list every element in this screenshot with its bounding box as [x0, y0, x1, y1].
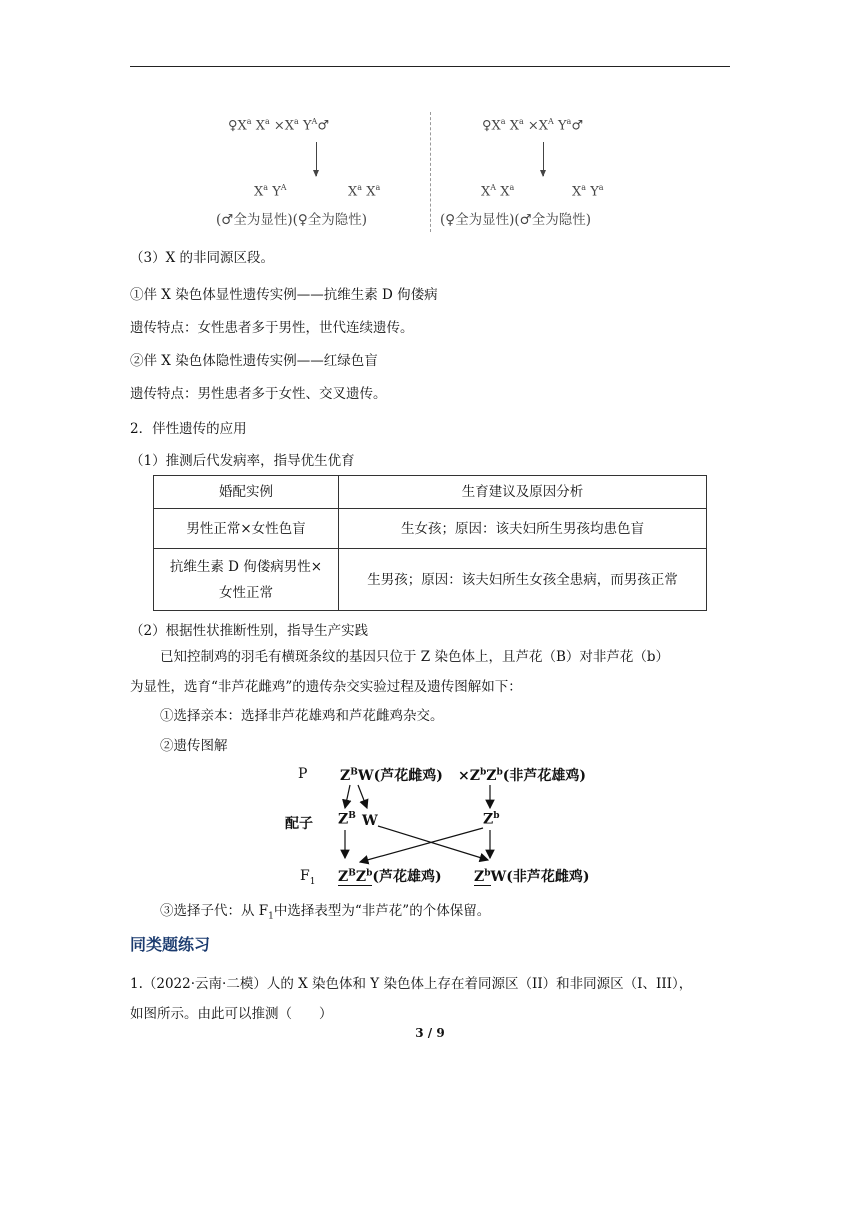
text-line: ②伴 X 染色体隐性遗传实例——红绿色盲	[130, 353, 378, 369]
gamete-zb: $Z^B$	[338, 811, 356, 828]
gamete-w: W	[362, 813, 378, 829]
gamete-zb-male: $Z^b$	[483, 811, 500, 828]
offspring-female: $Z^bW$(非芦花雌鸡)	[474, 868, 590, 885]
left-offspring-2: $X^a$ $X^a$	[348, 183, 381, 200]
text-line: 遗传特点：男性患者多于女性、交叉遗传。	[130, 386, 387, 402]
parent-female: $Z^BW$(芦花雌鸡)	[340, 767, 443, 784]
text-line: 2．伴性遗传的应用	[130, 421, 247, 437]
text-line: 为显性，选育“非芦花雌鸡”的遗传杂交实验过程及遗传图解如下：	[130, 679, 522, 695]
right-offspring-1: $X^A$ $X^a$	[481, 183, 515, 200]
text-line: ①选择亲本：选择非芦花雄鸡和芦花雌鸡杂交。	[160, 708, 444, 724]
right-caption: (♀全为显性)(♂全为隐性)	[440, 212, 592, 228]
right-offspring-2: $X^a$ $Y^a$	[572, 183, 604, 200]
parent-male: $\times Z^bZ^b$(非芦花雄鸡)	[458, 767, 587, 784]
text-line: ②遗传图解	[160, 738, 228, 754]
table-cell: 抗维生素 D 佝偻病男性× 女性正常	[154, 549, 339, 611]
left-offspring-1: $X^a$ $Y^A$	[254, 183, 287, 200]
table-header: 生育建议及原因分析	[339, 476, 707, 509]
page-number: 3 / 9	[415, 1026, 445, 1040]
left-caption: (♂全为显性)(♀全为隐性)	[216, 212, 368, 228]
text-line: 遗传特点：女性患者多于男性，世代连续遗传。	[130, 320, 414, 336]
section-title: 同类题练习	[130, 935, 211, 954]
question-line: 如图所示。由此可以推测（ ）	[130, 1006, 333, 1022]
table-cell: 生女孩；原因：该夫妇所生男孩均患色盲	[339, 509, 707, 549]
offspring-male: $Z^BZ^b$(芦花雄鸡)	[338, 868, 442, 885]
f1-label: $F_1$	[300, 868, 316, 887]
table-cell: 生男孩；原因：该夫妇所生女孩全患病，而男孩正常	[339, 549, 707, 611]
table-header: 婚配实例	[154, 476, 339, 509]
p-label: P	[298, 766, 308, 782]
text-line: ③选择子代：从 $F_1$中选择表型为“非芦花”的个体保留。	[160, 903, 491, 922]
text-line: ①伴 X 染色体显性遗传实例——抗维生素 D 佝偻病	[130, 287, 438, 303]
text-line: （1）推测后代发病率，指导优生优育	[130, 453, 355, 469]
text-line: 已知控制鸡的羽毛有横斑条纹的基因只位于 Z 染色体上，且芦花（B）对非芦花（b）	[160, 649, 670, 665]
left-cross-parents: $♀X^a$ $X^a \times X^a$ $Y^A♂$	[228, 117, 329, 134]
question-line: 1.（2022·云南·二模）人的 X 染色体和 Y 染色体上存在着同源区（II）和非同源区（I、III），	[130, 976, 693, 992]
table-cell: 男性正常×女性色盲	[154, 509, 339, 549]
gamete-label: 配子	[285, 816, 313, 832]
text-line: （2）根据性状推断性别，指导生产实践	[130, 623, 369, 639]
text-line: （3）X 的非同源区段。	[130, 250, 274, 266]
right-cross-parents: $♀X^a$ $X^a \times X^A$ $Y^a♂$	[482, 117, 583, 134]
